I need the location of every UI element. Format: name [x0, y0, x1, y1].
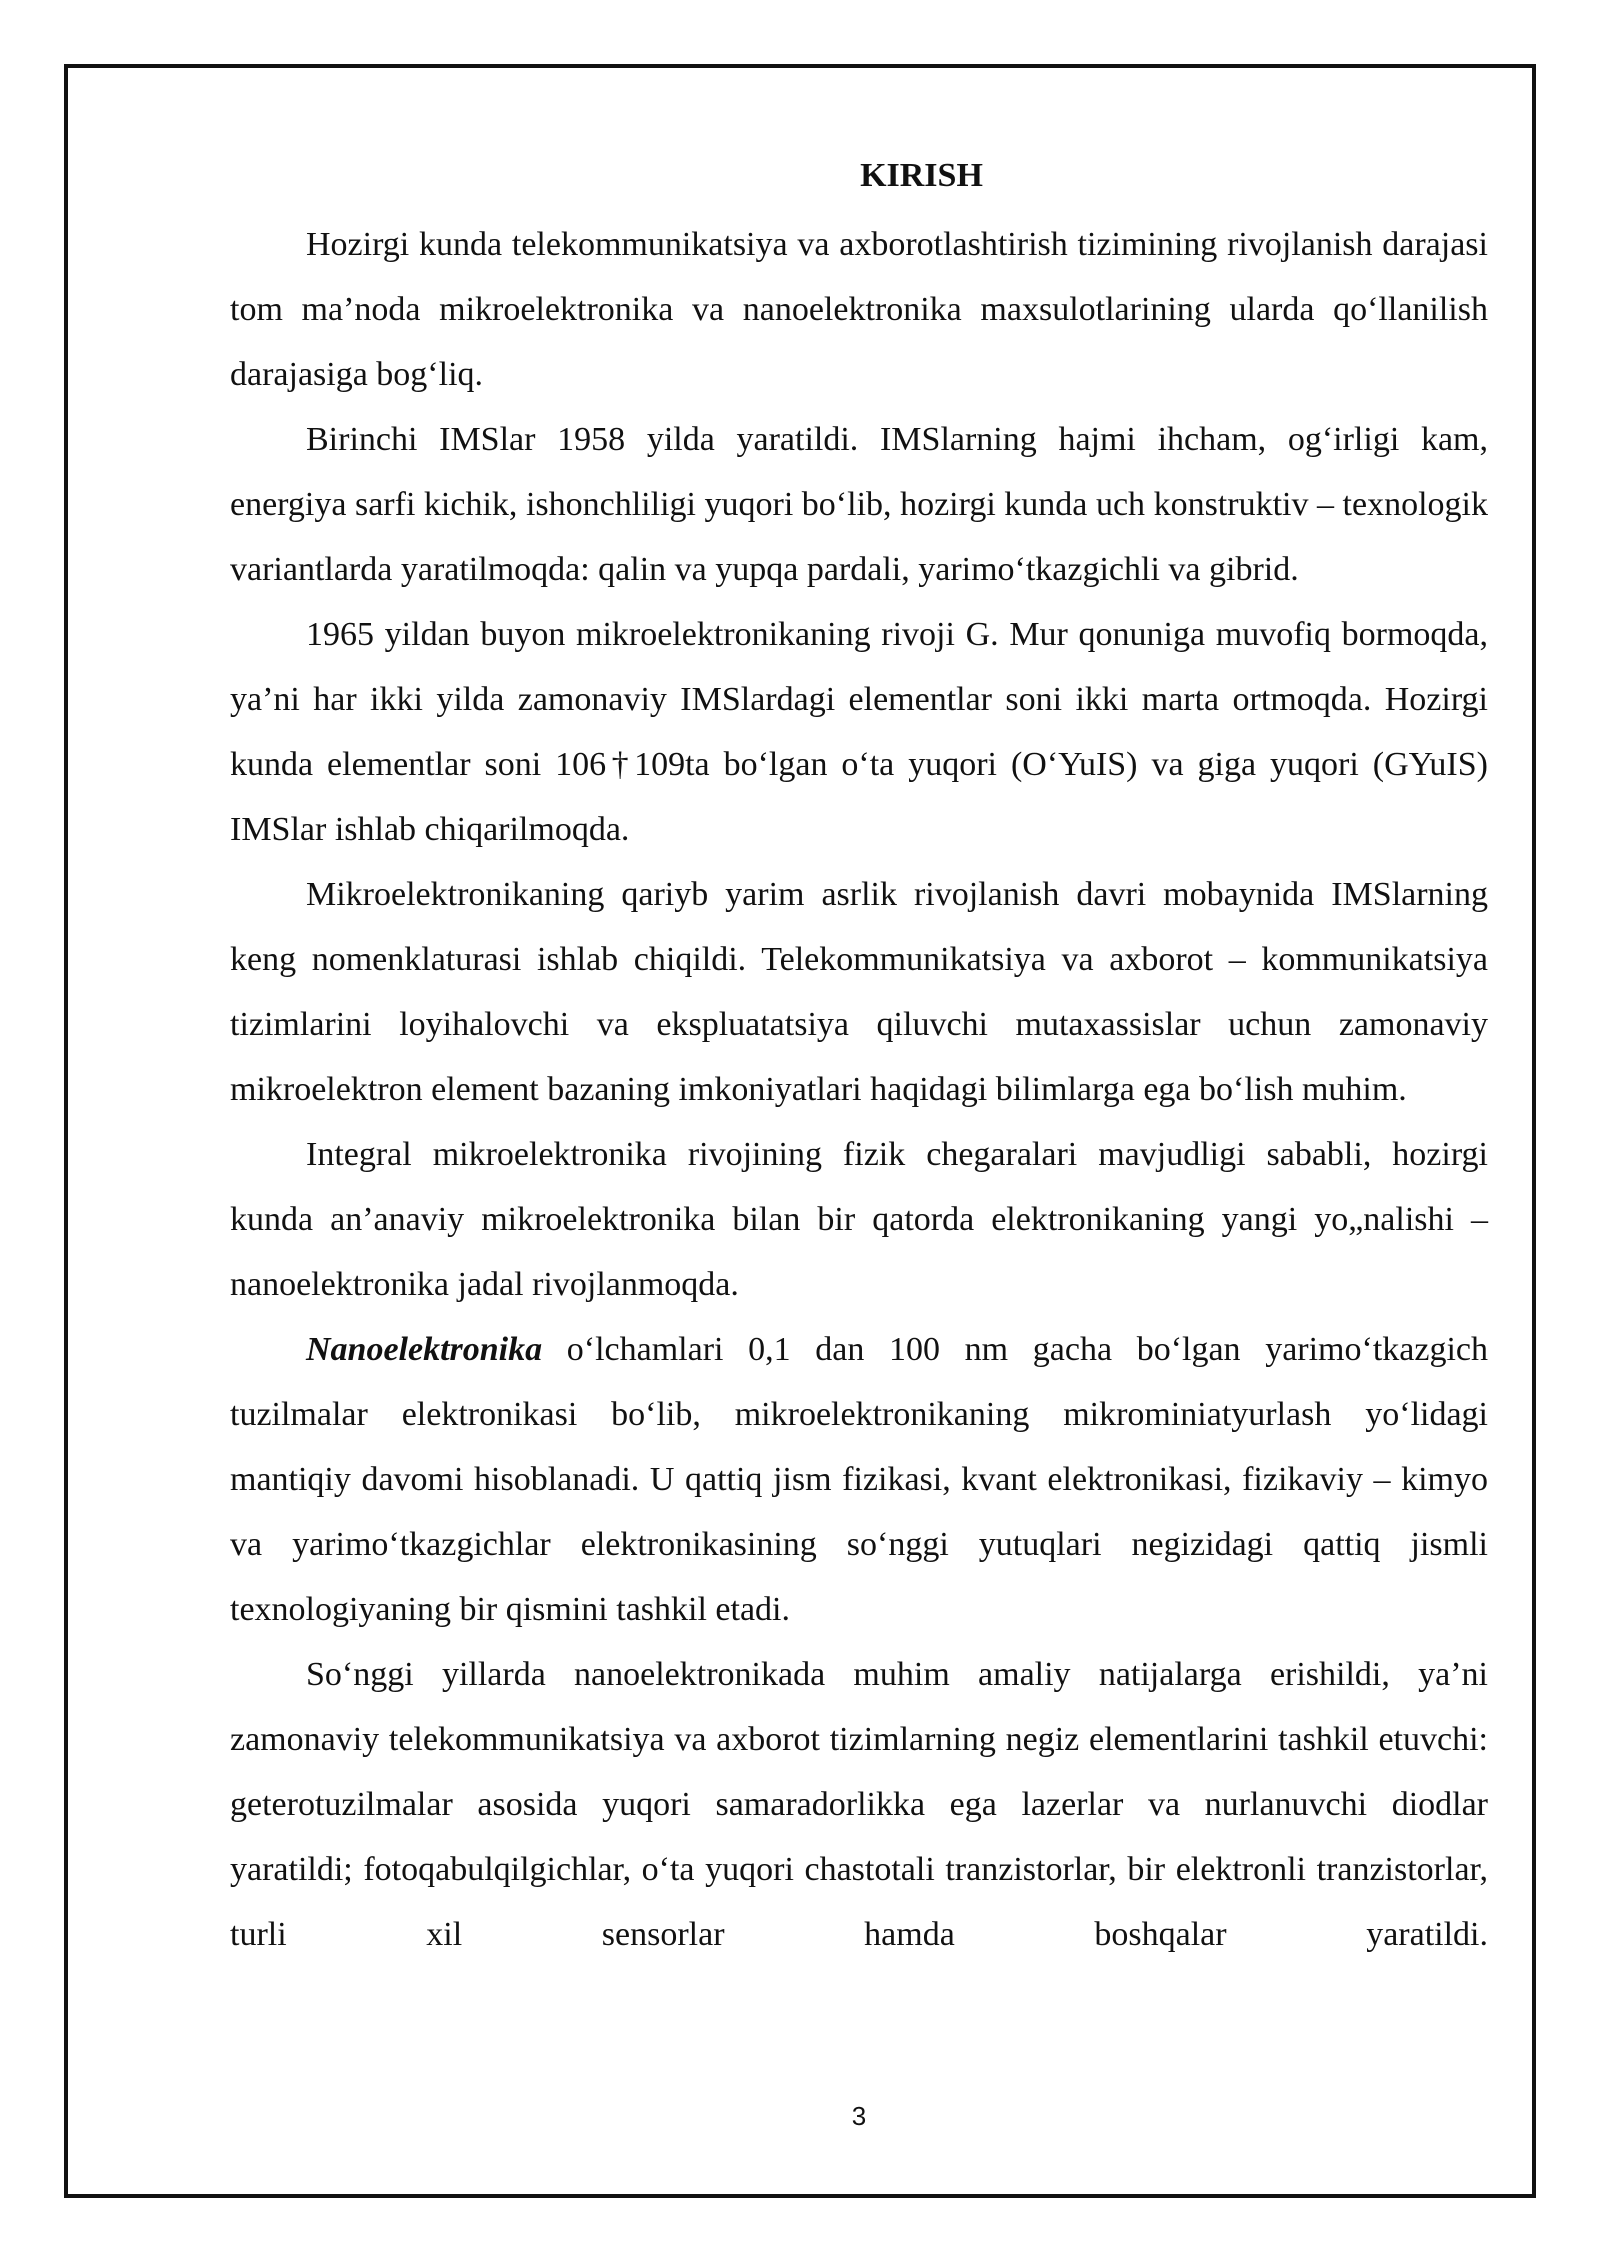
page-number: 3: [851, 2101, 867, 2131]
term-nanoelektronika: Nanoelektronika: [306, 1331, 543, 1368]
paragraph-6: [230, 1317, 1488, 1642]
paragraph-3: 1965 yildan buyon mikroelektronikaning rivoji G. Mur qonuniga muvofiq bormoqda, ya’ni har ikki yilda zamonaviy IMSlardagi elementlar soni ikki marta ortmoqda. Hozirgi kunda elementlar soni 106†109ta bo‘lgan o‘ta yuqori (O‘YuIS) va giga yuqori (GYuIS) IMSlar ishlab chiqarilmoqda.: [230, 616, 1488, 848]
section-title: KIRISH: [860, 157, 983, 194]
paragraph-4: Mikroelektronikaning qariyb yarim asrlik rivojlanish davri mobaynida IMSlarning keng nomenklaturasi ishlab chiqildi. Telekommunikatsiya va axborot – kommunikatsiya tizimlarini loyihalovchi va ekspluatatsiya qiluvchi mutaxassislar uchun zamonaviy mikroelektron element bazaning imkoniyatlari haqidagi bilimlarga ega bo‘lish muhim.: [230, 876, 1488, 1108]
paragraph-5: Integral mikroelektronika rivojining fizik chegaralari mavjudligi sababli, hozirgi kunda an’anaviy mikroelektronika bilan bir qatorda elektronikaning yangi yo„nalishi – nanoelektronika jadal rivojlanmoqda.: [230, 1136, 1488, 1303]
document-body: [230, 148, 1488, 1967]
paragraph-2: Birinchi IMSlar 1958 yilda yaratildi. IMSlarning hajmi ihcham, og‘irligi kam, energiya sarfi kichik, ishonchliligi yuqori bo‘lib, hozirgi kunda uch konstruktiv – texnologik variantlarda yaratilmoqda: qalin va yupqa pardali, yarimo‘tkazgichli va gibrid.: [230, 421, 1488, 588]
paragraph-7: So‘nggi yillarda nanoelektronikada muhim amaliy natijalarga erishildi, ya’ni zamonaviy telekommunikatsiya va axborot tizimlarning negiz elementlarini tashkil etuvchi: geterotuzilmalar asosida yuqori samaradorlikka ega lazerlar va nurlanuvchi diodlar yaratildi; fotoqabulqilgichlar, o‘ta yuqori chastotali tranzistorlar, bir elektronli tranzistorlar, turli xil sensorlar hamda boshqalar yaratildi.: [230, 1656, 1488, 1953]
paragraph-6-text: o‘lchamlari 0,1 dan 100 nm gacha bo‘lgan yarimo‘tkazgich tuzilmalar elektronikasi bo‘lib, mikroelektronikaning mikrominiatyurlash yo‘lidagi mantiqiy davomi hisoblanadi. U qattiq jism fizikasi, kvant elektronikasi, fizikaviy – kimyo va yarimo‘tkazgichlar elektronikasining so‘nggi yutuqlari negizidagi qattiq jismli texnologiyaning bir qismini tashkil etadi.: [230, 1331, 1488, 1628]
paragraph-1: Hozirgi kunda telekommunikatsiya va axborotlashtirish tizimining rivojlanish darajasi tom ma’noda mikroelektronika va nanoelektronika maxsulotlarining ularda qo‘llanilish darajasiga bog‘liq.: [230, 226, 1488, 393]
